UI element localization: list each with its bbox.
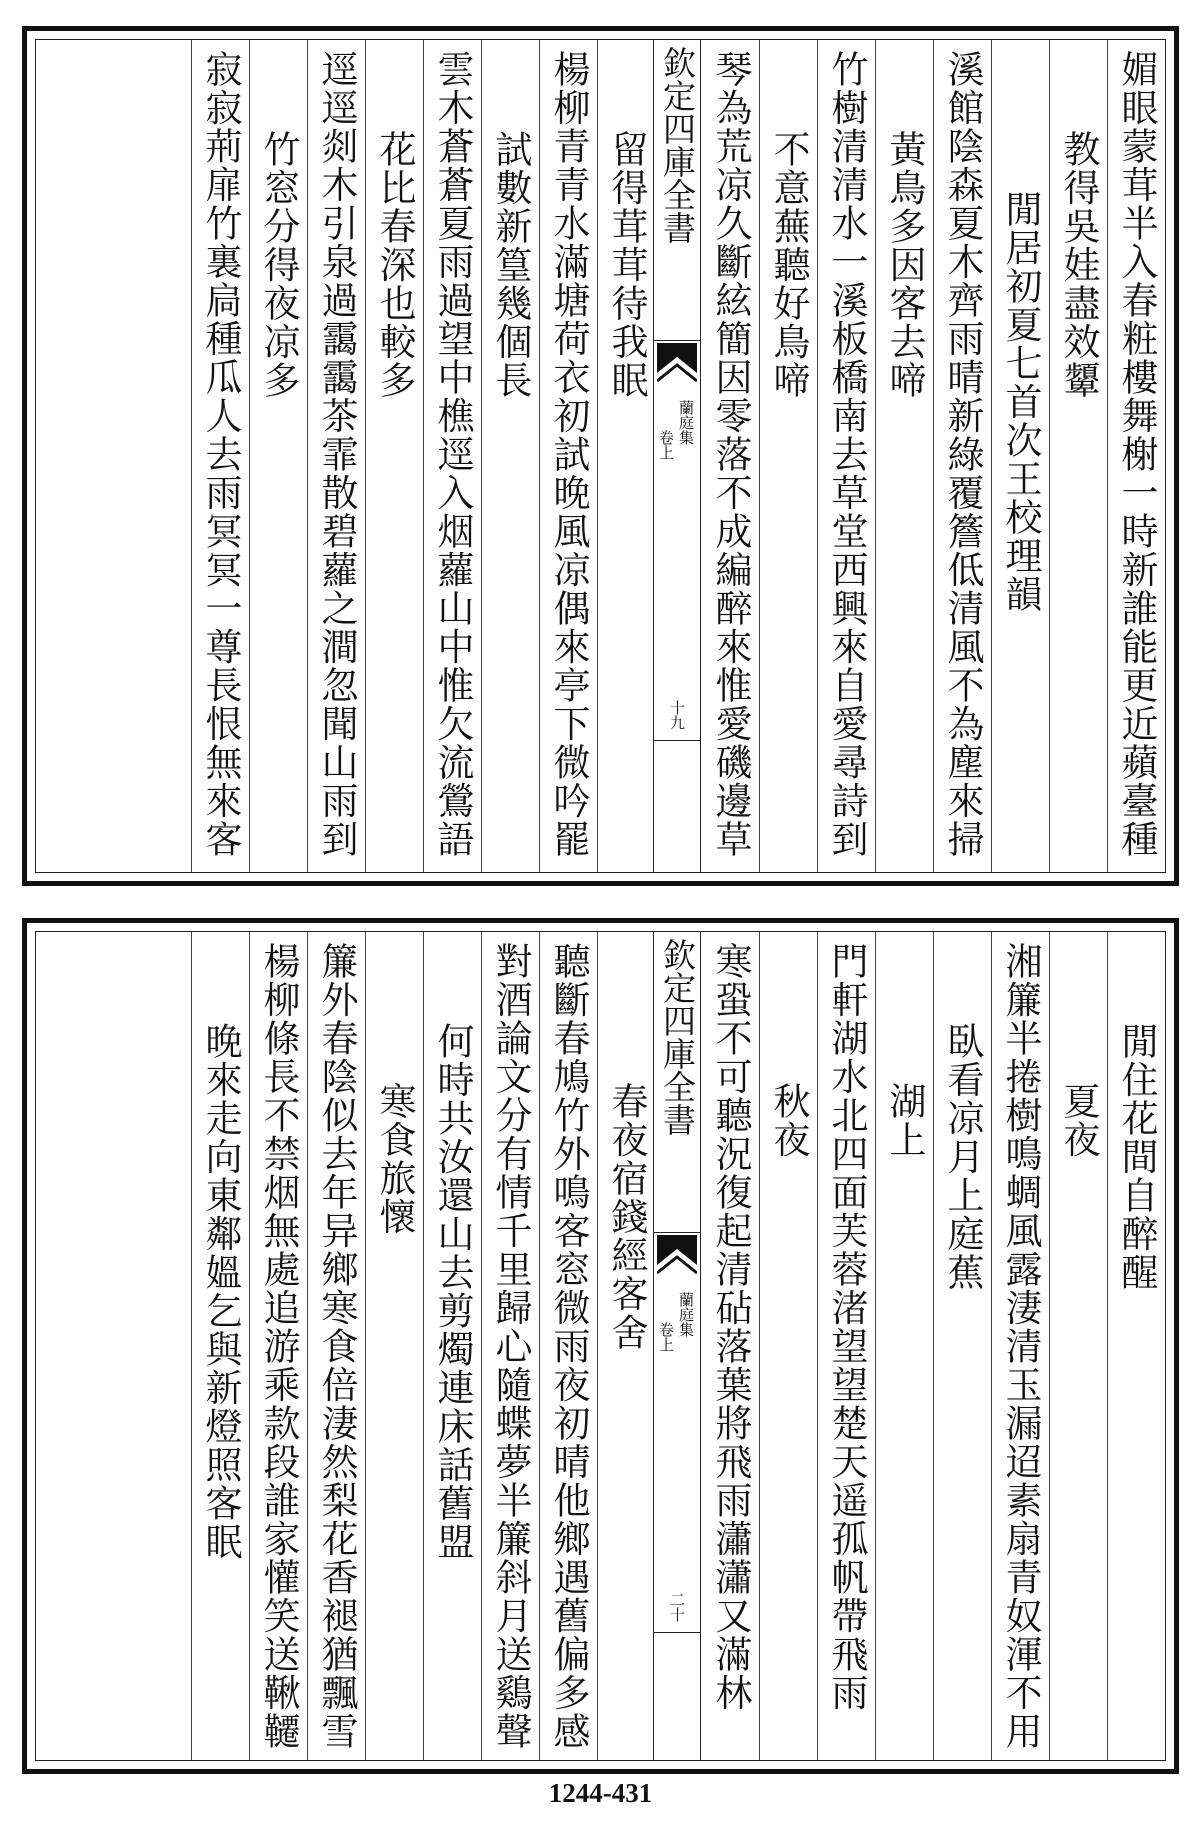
bottom-page-frame <box>35 931 1166 1761</box>
center-strip-volume: 卷上 <box>657 430 675 460</box>
text-column: 湘簾半捲樹鳴蜩風露淒清玉漏迢素扇青奴渾不用 <box>991 932 1049 1760</box>
text-column: 門軒湖水北四面芙蓉渚望望楚天遥孤帆帶飛雨 <box>817 932 875 1760</box>
text-column: 竹樹清清水一溪板橋南去草堂西興來自愛尋詩到 <box>817 40 875 872</box>
text-column: 不意蕪聽好鳥啼 <box>759 40 817 872</box>
fish-tail-ornament-icon <box>657 343 697 389</box>
center-strip-folio: 二十 <box>668 1592 686 1622</box>
text-column: 聽斷春鳩竹外鳴客窓微雨夜初晴他鄉遇舊偏多感 <box>539 932 597 1760</box>
text-column: 何時共汝還山去剪燭連床話舊盟 <box>423 932 481 1760</box>
text-column: 雲木蒼蒼夏雨過望中樵逕入烟蘿山中惟欠流鶯語 <box>423 40 481 872</box>
poem-title-column: 秋夜 <box>759 932 817 1760</box>
text-column: 楊柳條長不禁烟無處追游乘款段誰家懽笑送鞦韆 <box>249 932 307 1760</box>
poem-title-column: 春夜宿錢經客舍 <box>597 932 655 1760</box>
center-strip-title: 欽定四庫全書 <box>658 46 697 244</box>
text-column: 留得茸茸待我眠 <box>597 40 655 872</box>
text-column: 楊柳青青水滿塘荷衣初試晚風凉偶來亭下微吟罷 <box>539 40 597 872</box>
poem-title-column: 寒食旅懷 <box>365 932 423 1760</box>
poem-title-column: 夏夜 <box>1049 932 1107 1760</box>
text-column: 溪館陰森夏木齊雨晴新綠覆簷低清風不為塵來掃 <box>933 40 991 872</box>
top-page-frame <box>35 39 1166 873</box>
poem-title-column: 閒居初夏七首次王校理韻 <box>991 40 1049 872</box>
fish-tail-ornament-icon <box>657 1235 697 1281</box>
bottom-page <box>22 918 1179 1774</box>
text-column: 簾外春陰似去年异鄉寒食倍淒然梨花香褪猶飄雪 <box>307 932 365 1760</box>
text-column: 對酒論文分有情千里歸心隨蝶夢半簾斜月送鷄聲 <box>481 932 539 1760</box>
center-strip-title: 欽定四庫全書 <box>658 938 697 1136</box>
top-page <box>22 26 1179 886</box>
page-reference: 1244-431 <box>548 1778 653 1808</box>
text-column: 逕逕剡木引泉過靄靄茶霏散碧蘿之澗忽聞山雨到 <box>307 40 365 872</box>
text-column: 晚來走向東鄰媼乞與新燈照客眠 <box>191 932 249 1760</box>
center-strip-volume: 卷上 <box>657 1322 675 1352</box>
text-column: 竹窓分得夜凉多 <box>249 40 307 872</box>
text-column: 寒蛩不可聽況復起清砧落葉將飛雨瀟瀟又滿林 <box>709 942 752 1712</box>
center-strip-book-name: 蘭庭集 <box>677 1292 695 1337</box>
center-strip-folio: 十九 <box>668 700 686 730</box>
text-column: 閒住花間自醉醒 <box>1107 932 1165 1760</box>
poem-title-column: 湖上 <box>875 932 933 1760</box>
text-column: 臥看凉月上庭蕉 <box>933 932 991 1760</box>
center-strip <box>653 40 701 872</box>
text-column: 花比春深也較多 <box>365 40 423 872</box>
text-column: 媚眼蒙茸半入春粧樓舞榭一時新誰能更近蘋臺種 <box>1107 40 1165 872</box>
text-column: 琴為荒凉久斷絃簡因零落不成編醉來惟愛磯邊草 <box>709 50 752 859</box>
text-column: 教得吳娃盡效顰 <box>1049 40 1107 872</box>
text-column: 黃鳥多因客去啼 <box>875 40 933 872</box>
center-strip <box>653 932 701 1760</box>
text-column: 試數新篁幾個長 <box>481 40 539 872</box>
center-strip-book-name: 蘭庭集 <box>677 400 695 445</box>
text-column: 寂寂荊扉竹裏扃種瓜人去雨冥冥一尊長恨無來客 <box>191 40 249 872</box>
